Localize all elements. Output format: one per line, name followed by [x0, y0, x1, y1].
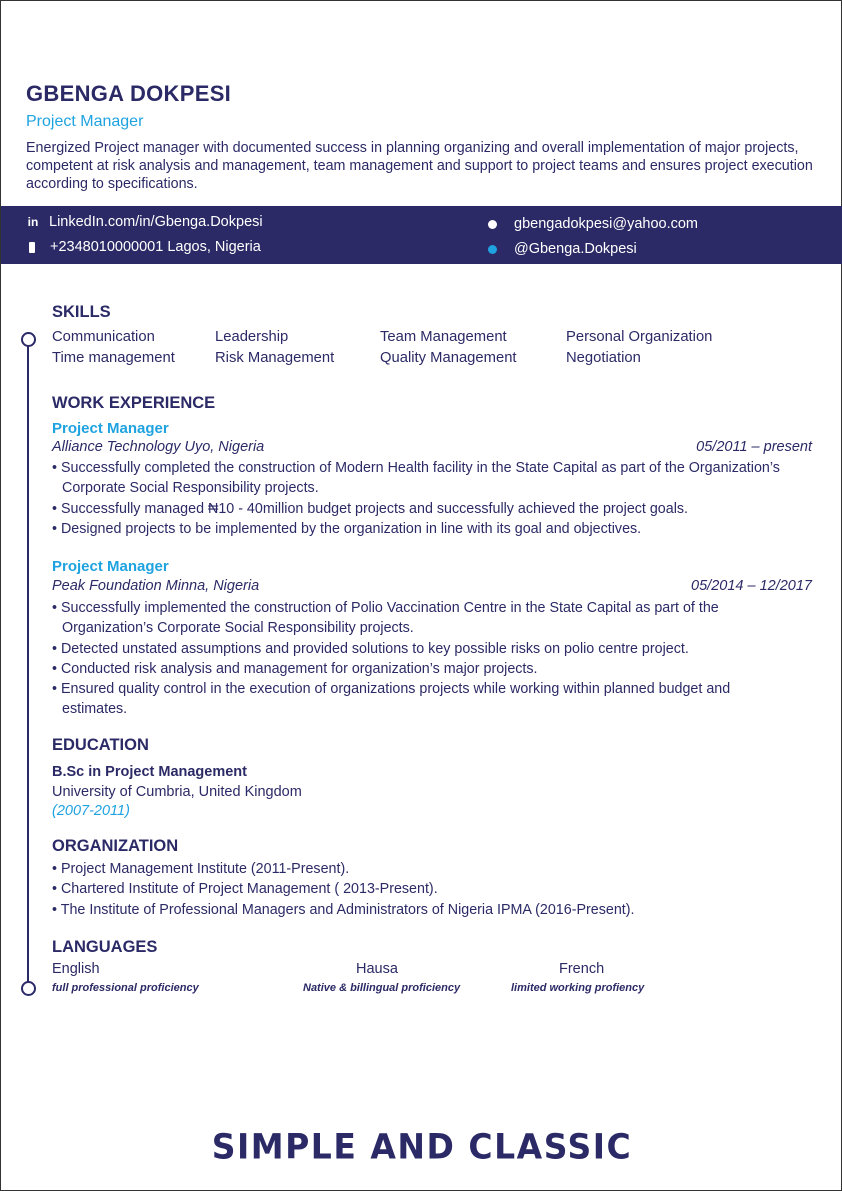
language-name: English [52, 961, 100, 977]
candidate-name: GBENGA DOKPESI [26, 81, 232, 106]
education-years: (2007-2011) [52, 803, 130, 819]
contact-linkedin [26, 214, 263, 230]
email-icon [488, 220, 497, 229]
job-bullets [52, 458, 822, 539]
bullet-item: • Successfully implemented the construction of Polio Vaccination Centre in the State Capital as part of the Organization’s Corporate Social Responsibility projects. [52, 598, 787, 639]
bullet-item: • Conducted risk analysis and management for organization’s major projects. [52, 659, 787, 679]
language-name: Hausa [356, 961, 398, 977]
linkedin-text: LinkedIn.com/in/Gbenga.Dokpesi [49, 214, 263, 230]
job-company: Peak Foundation Minna, Nigeria [52, 578, 260, 594]
education-school: University of Cumbria, United Kingdom [52, 784, 302, 800]
language-level: full professional proficiency [52, 982, 199, 994]
job-dates: 05/2014 – 12/2017 [691, 578, 812, 594]
organization-list [52, 859, 822, 920]
job-company: Alliance Technology Uyo, Nigeria [52, 439, 265, 455]
job-title: Project Manager [52, 558, 169, 575]
contact-bar [1, 206, 842, 264]
profile-summary: Energized Project manager with documented success in planning organizing and overall implementation of major projects, competent at risk analysis and management, team management and support to project teams and ensures project execution according to specifications. [26, 140, 813, 192]
bullet-item: • Designed projects to be implemented by the organization in line with its goal and objectives. [52, 519, 822, 539]
phone-text: +2348010000001 Lagos, Nigeria [50, 239, 261, 255]
job-dates: 05/2011 – present [696, 439, 812, 455]
language-name: French [559, 961, 605, 977]
language-level: Native & billingual proficiency [303, 982, 461, 994]
organization-item: • The Institute of Professional Managers and Administrators of Nigeria IPMA (2016-Present). [52, 900, 822, 920]
twitter-text: @Gbenga.Dokpesi [514, 241, 637, 257]
timeline-line [27, 337, 29, 987]
contact-twitter [488, 241, 637, 257]
timeline-start-circle [21, 332, 36, 347]
work-heading: WORK EXPERIENCE [52, 394, 216, 412]
bullet-item: • Detected unstated assumptions and provided solutions to key possible risks on polio centre project. [52, 639, 787, 659]
organization-heading: ORGANIZATION [52, 837, 179, 855]
bullet-item: • Successfully completed the construction of Modern Health facility in the State Capital as part of the Organization’s Corporate Social Responsibility projects. [52, 458, 822, 499]
timeline-end-circle [21, 981, 36, 996]
email-text: gbengadokpesi@yahoo.com [514, 216, 699, 232]
skill-item: Negotiation [566, 350, 641, 366]
education-heading: EDUCATION [52, 736, 149, 754]
contact-email [488, 216, 698, 232]
footer-banner-title: SIMPLE AND CLASSIC [211, 1126, 633, 1167]
language-level: limited working profiency [511, 982, 645, 994]
job-meta [52, 578, 812, 594]
job-meta [52, 439, 812, 455]
bullet-item: • Ensured quality control in the execution of organizations projects while working within planned budget and estimates. [52, 679, 787, 720]
skill-item: Leadership [215, 329, 289, 345]
skill-item: Quality Management [380, 350, 517, 366]
twitter-icon [488, 245, 497, 254]
job-bullets [52, 598, 787, 720]
contact-phone [26, 239, 261, 255]
candidate-role: Project Manager [26, 113, 144, 130]
organization-item: • Chartered Institute of Project Management ( 2013-Present). [52, 879, 822, 899]
skill-item: Risk Management [215, 350, 335, 366]
skill-item: Time management [52, 350, 175, 366]
languages-heading: LANGUAGES [52, 938, 158, 956]
skill-item: Team Management [380, 329, 507, 345]
organization-item: • Project Management Institute (2011-Present). [52, 859, 822, 879]
education-degree: B.Sc in Project Management [52, 764, 247, 780]
job-title: Project Manager [52, 420, 169, 437]
skill-item: Communication [52, 329, 155, 345]
linkedin-icon: in [27, 215, 39, 229]
skill-item: Personal Organization [566, 329, 713, 345]
skills-heading: SKILLS [52, 303, 111, 321]
phone-icon [29, 242, 35, 253]
bullet-item: • Successfully managed ₦10 - 40million budget projects and successfully achieved the project goals. [52, 499, 822, 519]
